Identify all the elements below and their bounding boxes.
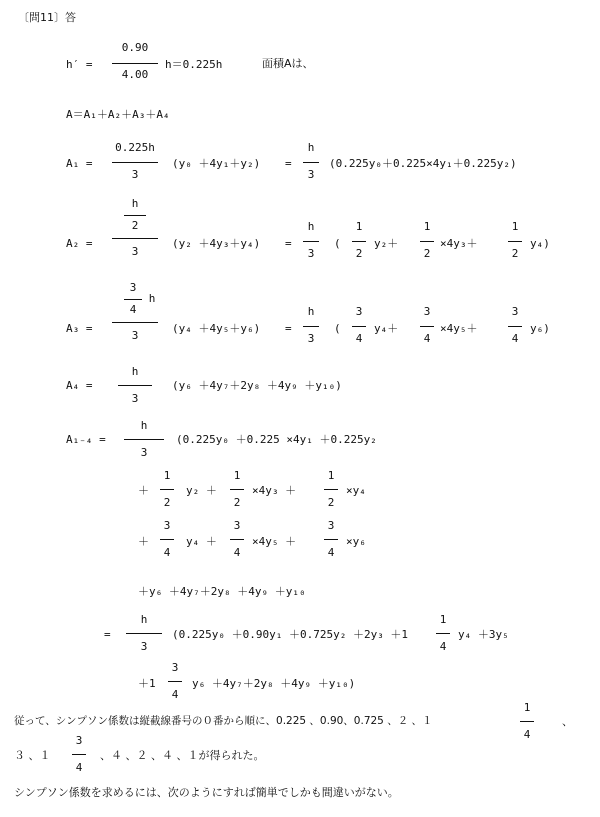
a2-eq: = <box>285 237 292 250</box>
fraction-bar <box>420 241 434 242</box>
a3-eq: = <box>285 322 292 335</box>
fraction-numerator: 1 <box>233 469 241 482</box>
a1-paren: (y₀ ＋4y₁＋y₂) <box>172 157 261 170</box>
fraction-denominator: 2 <box>423 247 431 260</box>
fraction-denominator: 3 <box>131 329 139 342</box>
a3-paren: (y₄ ＋4y₅＋y₆) <box>172 322 261 335</box>
a2-frac-1 <box>352 221 366 261</box>
fraction-numerator: 1 <box>439 613 447 626</box>
conclusion-line-2-part-1: ３ 、１ <box>14 749 51 762</box>
conclusion-line-3: シンプソン係数を求めるには、次のようにすれば簡単でしかも間違いがない。 <box>14 786 399 799</box>
fraction-numerator: 1 <box>523 701 531 714</box>
a1-eq: = <box>285 157 292 170</box>
fraction-denominator: 4 <box>129 303 137 316</box>
fraction-denominator: 4 <box>233 546 241 559</box>
fraction-numerator: 3 <box>423 305 431 318</box>
fraction-bar <box>324 489 338 490</box>
fraction-bar <box>303 241 319 242</box>
fraction-denominator: 2 <box>233 496 241 509</box>
fraction-numerator: h <box>140 419 148 432</box>
a3-frac-3 <box>508 306 522 346</box>
fraction-denominator: 4 <box>439 640 447 653</box>
problem-heading: 〔問11〕答 <box>18 11 76 24</box>
fraction-numerator: 3 <box>171 661 179 674</box>
a14-row6-part-1: ＋1 <box>138 677 156 690</box>
fraction-bar <box>352 326 366 327</box>
a3-term-2: ×4y₅＋ <box>440 322 478 335</box>
fraction-denominator: 2 <box>163 496 171 509</box>
fraction-denominator: 2 <box>511 247 519 260</box>
fraction-numerator: 3 <box>327 519 335 532</box>
a2-term-1: y₂＋ <box>374 237 399 250</box>
a14-row2-frac-3 <box>324 470 338 510</box>
fraction-numerator: 1 <box>327 469 335 482</box>
a1-lhs: A₁ = <box>66 157 93 170</box>
fraction-denominator: 4 <box>355 332 363 345</box>
a4-paren: (y₆ ＋4y₇＋2y₈ ＋4y₉ ＋y₁₀) <box>172 379 342 392</box>
a3-term-1: y₄＋ <box>374 322 399 335</box>
fraction-bar <box>420 326 434 327</box>
a3-lhs: A₃ = <box>66 322 93 335</box>
a3-frac-1 <box>352 306 366 346</box>
a14-row3-frac-1 <box>160 520 174 560</box>
a14-row2-plus: ＋ <box>138 484 149 497</box>
fraction-bar <box>112 322 158 323</box>
fraction-bar <box>124 299 142 300</box>
fraction-bar <box>124 215 146 216</box>
fraction-numerator: 1 <box>355 220 363 233</box>
fraction-denominator: 3 <box>131 392 139 405</box>
conclusion-line-1: 従って、シンプソン係数は縦截線番号の０番から順に、0.225 、0.90、0.725 、２ 、１ <box>14 715 433 727</box>
fraction-h: h <box>148 292 156 305</box>
fraction-bar <box>303 326 319 327</box>
a2-frac-2 <box>420 221 434 261</box>
fraction-numerator: 3 <box>163 519 171 532</box>
fraction-bar <box>112 238 158 239</box>
fraction-denominator: 4 <box>163 546 171 559</box>
fraction-denominator: 3 <box>307 168 315 181</box>
a2-compound-fraction <box>112 198 158 278</box>
a14-row5-part-2: y₄ ＋3y₅ <box>458 628 509 641</box>
h-prime-rhs: h＝0.225h <box>165 58 223 71</box>
fraction-numerator: 0.225h <box>115 141 155 154</box>
h-prime-fraction <box>112 42 158 82</box>
a3-h3-fraction <box>303 306 319 346</box>
a14-row3-term-3: ×y₆ <box>346 535 366 548</box>
fraction-bar <box>124 439 164 440</box>
a1-fraction <box>112 142 158 182</box>
fraction-denominator: 2 <box>355 247 363 260</box>
a14-row2-frac-2 <box>230 470 244 510</box>
fraction-denominator: 3 <box>140 446 148 459</box>
fraction-bar <box>436 633 450 634</box>
a14-row5-part-1: (0.225y₀ ＋0.90y₁ ＋0.725y₂ ＋2y₃ ＋1 <box>172 628 409 641</box>
a4-lhs: A₄ = <box>66 379 93 392</box>
conclusion-frac-1 <box>520 702 534 742</box>
fraction-bar <box>112 162 158 163</box>
conclusion-frac-2 <box>72 735 86 775</box>
fraction-denominator: 4 <box>423 332 431 345</box>
fraction-denominator: 3 <box>131 168 139 181</box>
fraction-bar <box>508 326 522 327</box>
fraction-denominator: 4 <box>75 761 83 774</box>
a14-row3-term-1: y₄ ＋ <box>186 535 217 548</box>
a4-fraction <box>118 366 152 406</box>
fraction-numerator: 0.90 <box>121 41 149 54</box>
a14-row3-frac-2 <box>230 520 244 560</box>
fraction-denominator: 2 <box>327 496 335 509</box>
fraction-denominator: 4 <box>171 688 179 701</box>
fraction-denominator: 4.00 <box>121 68 149 81</box>
a14-row2-term-1: y₂ ＋ <box>186 484 217 497</box>
a2-paren: (y₂ ＋4y₃＋y₄) <box>172 237 261 250</box>
a14-row3-plus: ＋ <box>138 535 149 548</box>
fraction-denominator: 3 <box>140 640 148 653</box>
a14-row2-frac-1 <box>160 470 174 510</box>
a3-term-3: y₆) <box>530 322 550 335</box>
fraction-denominator: 4 <box>523 728 531 741</box>
fraction-denominator: 3 <box>307 247 315 260</box>
fraction-bar <box>168 681 182 682</box>
fraction-numerator: h <box>307 305 315 318</box>
a14-row6-part-2: y₆ ＋4y₇＋2y₈ ＋4y₉ ＋y₁₀) <box>192 677 356 690</box>
a14-row-4: ＋y₆ ＋4y₇＋2y₈ ＋4y₉ ＋y₁₀ <box>138 585 306 598</box>
fraction-bar <box>508 241 522 242</box>
a14-eq-2: = <box>104 628 111 641</box>
a14-row3-frac-3 <box>324 520 338 560</box>
fraction-bar <box>72 754 86 755</box>
a14-row5-frac <box>436 614 450 654</box>
a2-term-2: ×4y₃＋ <box>440 237 478 250</box>
fraction-numerator: 3 <box>129 281 137 294</box>
a3-frac-2 <box>420 306 434 346</box>
fraction-numerator: 3 <box>355 305 363 318</box>
fraction-bar <box>520 721 534 722</box>
fraction-numerator: 3 <box>75 734 83 747</box>
fraction-denominator: 3 <box>131 245 139 258</box>
fraction-numerator: h <box>307 220 315 233</box>
fraction-denominator: 4 <box>511 332 519 345</box>
conclusion-line-1-end: 、 <box>562 715 573 728</box>
fraction-bar <box>126 633 162 634</box>
a2-term-3: y₄) <box>530 237 550 250</box>
fraction-bar <box>230 539 244 540</box>
fraction-bar <box>112 63 158 64</box>
fraction-bar <box>230 489 244 490</box>
a14-row6-frac <box>168 662 182 702</box>
fraction-bar <box>352 241 366 242</box>
fraction-bar <box>160 539 174 540</box>
fraction-denominator: 4 <box>327 546 335 559</box>
a14-row3-term-2: ×4y₅ ＋ <box>252 535 297 548</box>
a14-row2-term-3: ×y₄ <box>346 484 366 497</box>
fraction-denominator: 2 <box>131 219 139 232</box>
fraction-numerator: 1 <box>511 220 519 233</box>
fraction-numerator: h <box>131 365 139 378</box>
fraction-denominator: 3 <box>307 332 315 345</box>
a3-compound-fraction <box>112 282 158 362</box>
a14-fraction <box>124 420 164 460</box>
conclusion-line-2-part-2: 、４ 、２ 、４ 、１が得られた。 <box>100 749 265 762</box>
a2-lhs: A₂ = <box>66 237 93 250</box>
fraction-numerator: h <box>307 141 315 154</box>
a14-row-1: (0.225y₀ ＋0.225 ×4y₁ ＋0.225y₂ <box>176 433 377 446</box>
a2-open-paren: ( <box>334 237 341 250</box>
fraction-numerator: h <box>140 613 148 626</box>
fraction-numerator: 1 <box>423 220 431 233</box>
a1-rhs: (0.225y₀＋0.225×4y₁＋0.225y₂) <box>329 157 517 170</box>
fraction-bar <box>303 162 319 163</box>
area-label: 面積Aは、 <box>262 57 314 70</box>
a2-h3-fraction <box>303 221 319 261</box>
fraction-numerator: h <box>131 197 139 210</box>
a3-open-paren: ( <box>334 322 341 335</box>
fraction-numerator: 3 <box>233 519 241 532</box>
a1-h3-fraction <box>303 142 319 182</box>
a2-frac-3 <box>508 221 522 261</box>
a14-row2-term-2: ×4y₃ ＋ <box>252 484 297 497</box>
area-sum: A＝A₁＋A₂＋A₃＋A₄ <box>66 108 170 121</box>
fraction-bar <box>118 385 152 386</box>
a14-fraction-2 <box>126 614 162 654</box>
a14-lhs: A₁₋₄ = <box>66 433 106 446</box>
h-prime-lhs: h′ = <box>66 58 93 71</box>
fraction-bar <box>160 489 174 490</box>
fraction-bar <box>324 539 338 540</box>
fraction-numerator: 1 <box>163 469 171 482</box>
fraction-numerator: 3 <box>511 305 519 318</box>
